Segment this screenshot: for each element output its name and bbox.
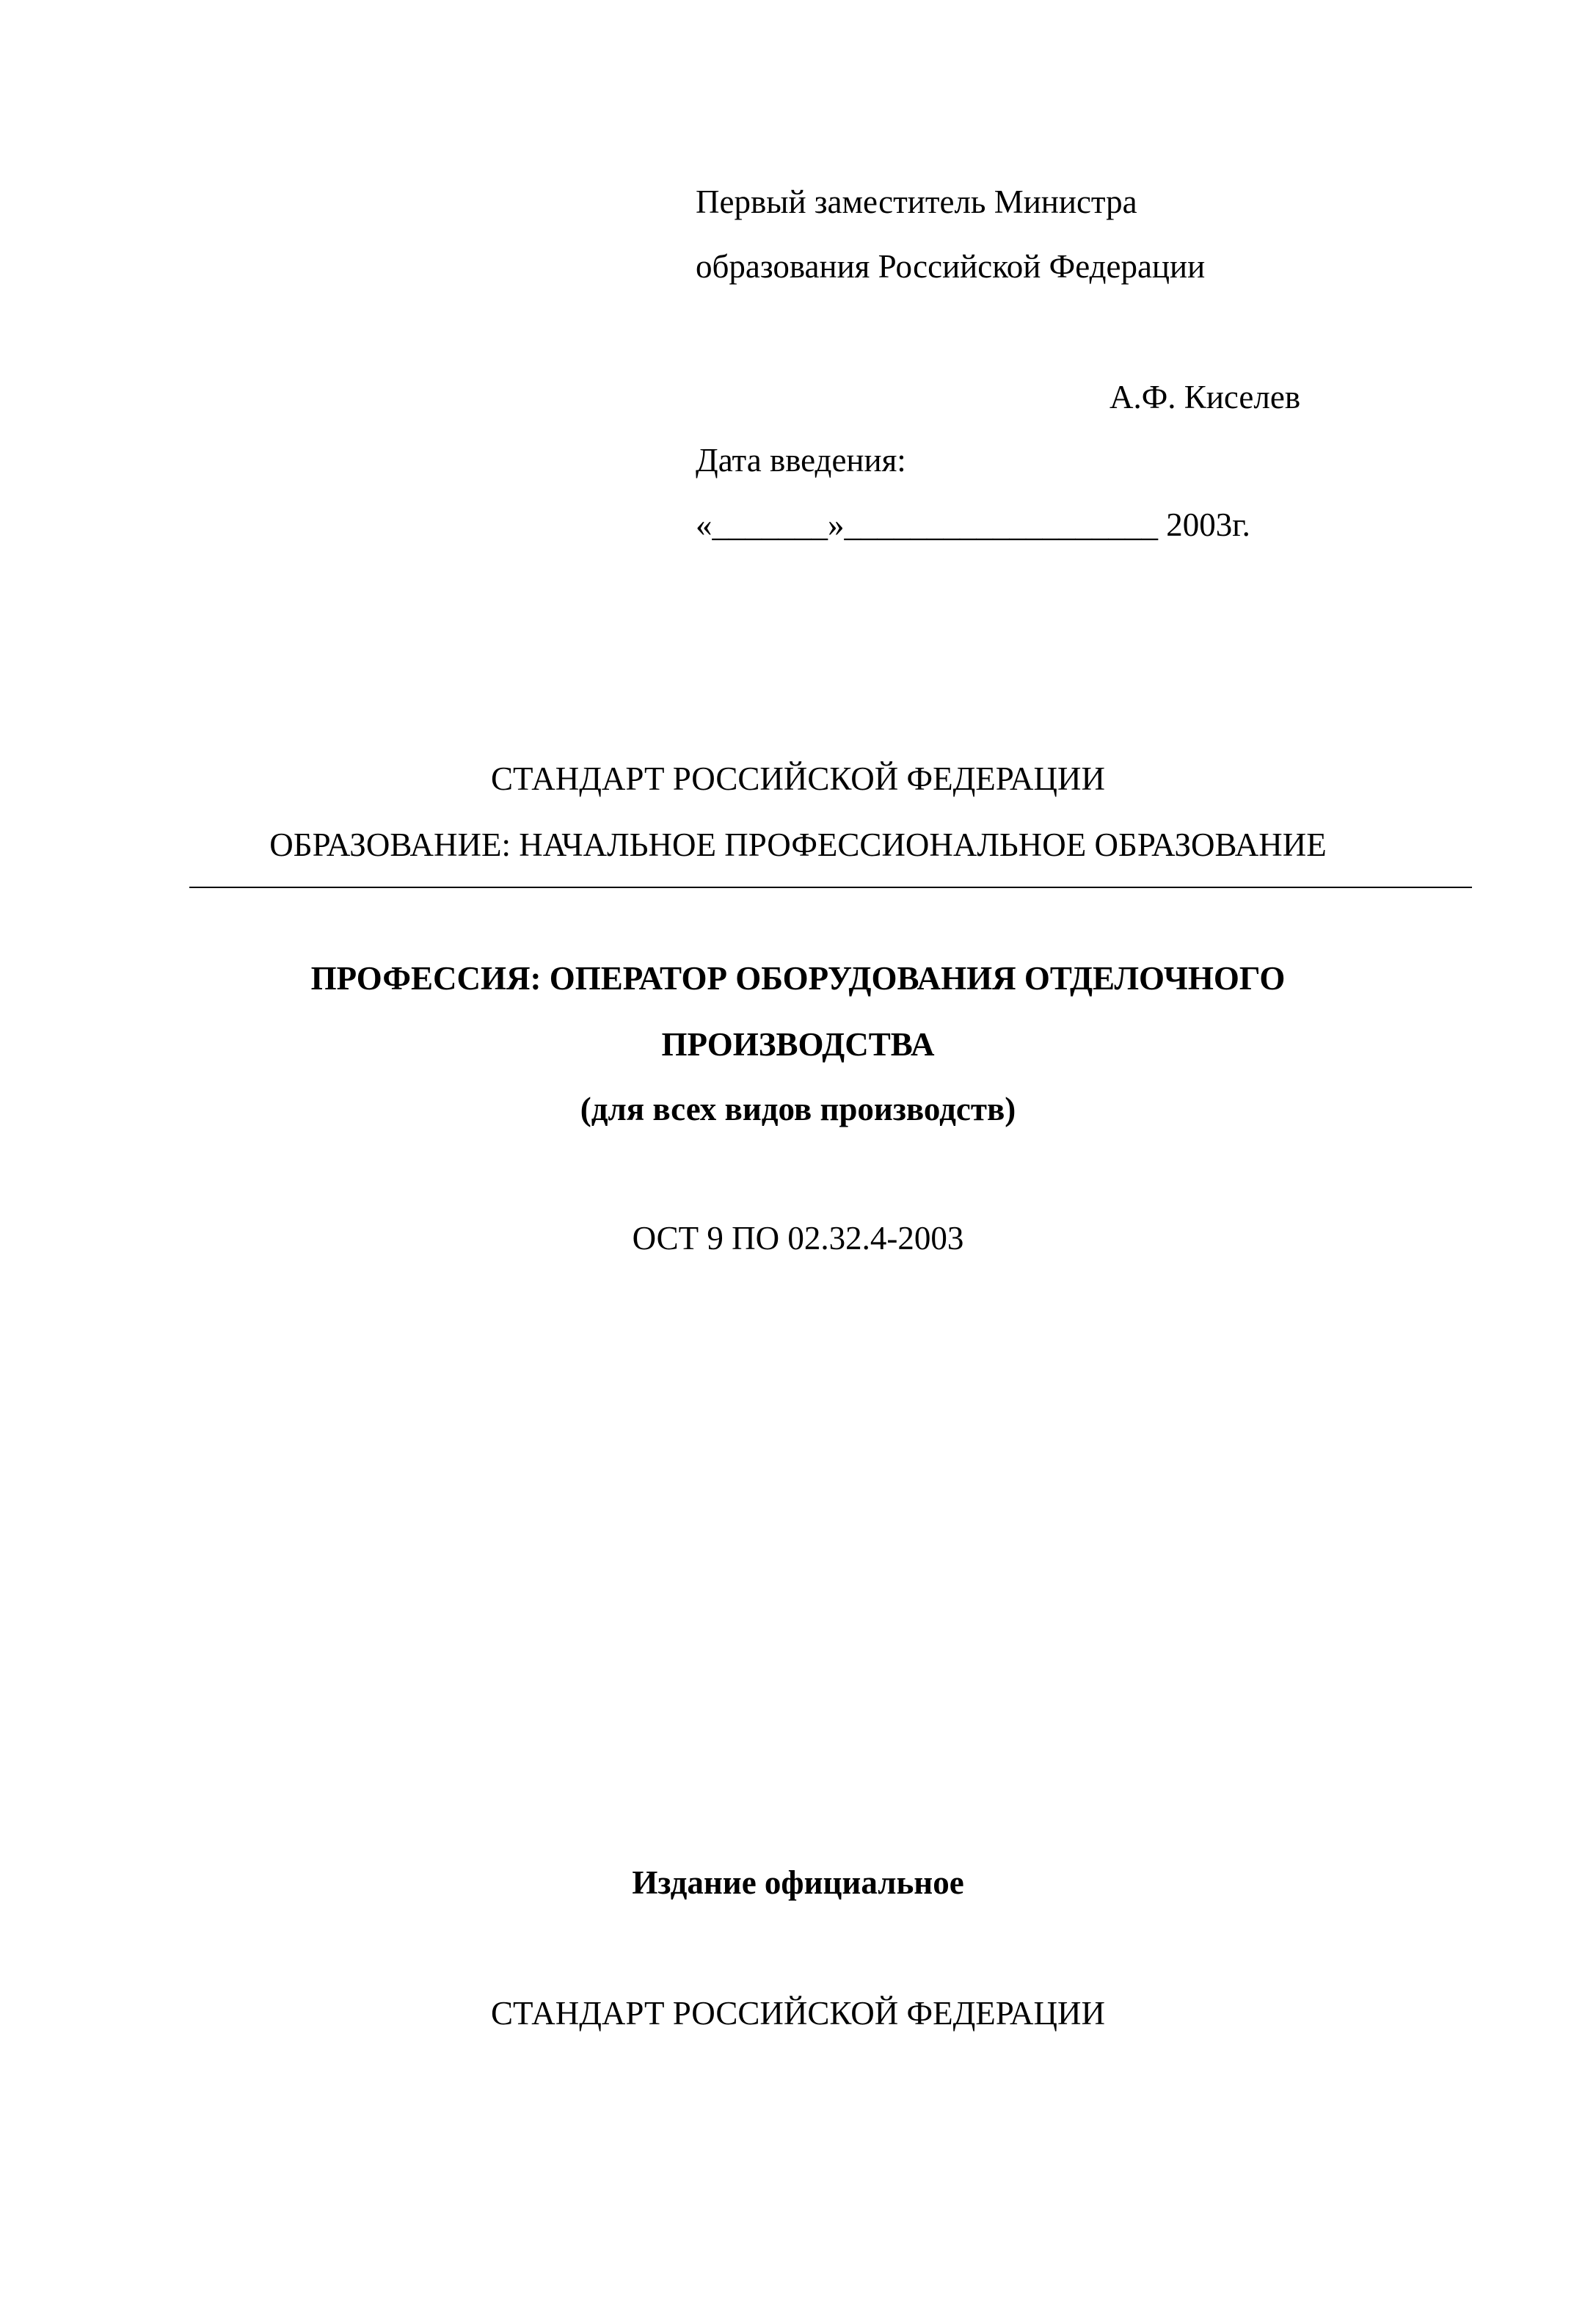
edition-label: Издание официальное — [632, 1864, 964, 1901]
standard-code: ОСТ 9 ПО 02.32.4-2003 — [632, 1220, 964, 1257]
education-line: ОБРАЗОВАНИЕ: НАЧАЛЬНОЕ ПРОФЕССИОНАЛЬНОЕ ОБРАЗОВАНИЕ — [269, 826, 1327, 863]
date-line: «_______»___________________ 2003г. — [696, 506, 1250, 543]
approval-line-2: образования Российской Федерации — [696, 248, 1206, 285]
profession-title-line-1: ПРОФЕССИЯ: ОПЕРАТОР ОБОРУДОВАНИЯ ОТДЕЛОЧНОГО — [310, 960, 1286, 997]
standard-title: СТАНДАРТ РОССИЙСКОЙ ФЕДЕРАЦИИ — [490, 760, 1106, 797]
approval-signatory: А.Ф. Киселев — [1109, 379, 1301, 415]
date-label: Дата введения: — [696, 442, 906, 479]
profession-subtitle: (для всех видов производств) — [580, 1091, 1016, 1127]
profession-title-line-2: ПРОИЗВОДСТВА — [661, 1026, 935, 1063]
horizontal-rule — [189, 887, 1472, 888]
approval-line-1: Первый заместитель Министра — [696, 183, 1137, 220]
footer-standard-title: СТАНДАРТ РОССИЙСКОЙ ФЕДЕРАЦИИ — [490, 1995, 1106, 2032]
